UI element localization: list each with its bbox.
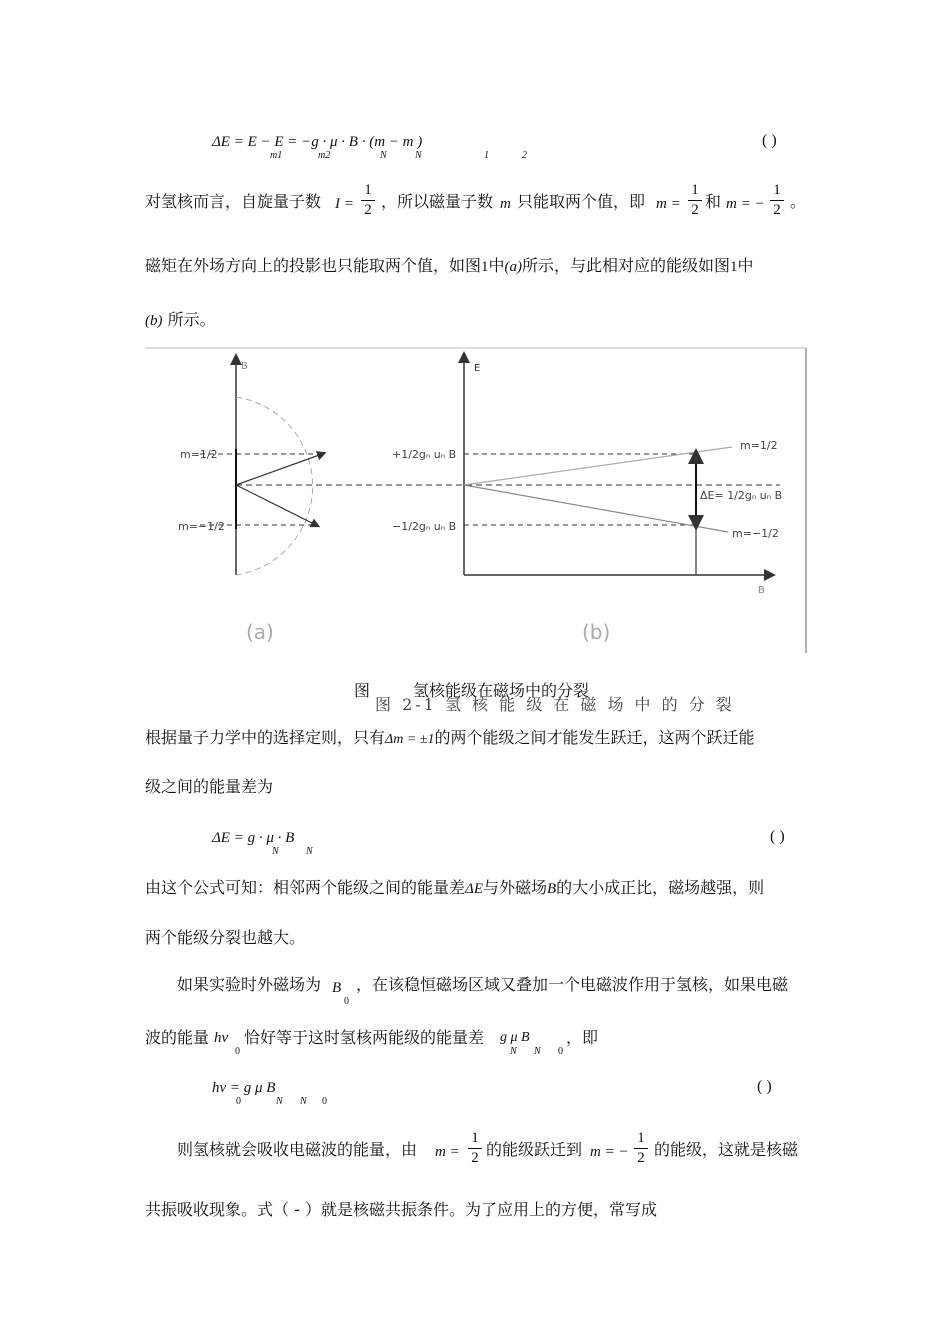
p1-m-eq: m = — [656, 196, 681, 212]
paragraph-9-c: ，即 — [566, 1028, 599, 1047]
eq1-sub-n2: N — [415, 150, 422, 161]
eq1-number: ( ) — [762, 132, 777, 149]
p9-subn2: N — [534, 1046, 541, 1057]
eq1-sub-n1: N — [380, 150, 387, 161]
equation-3: hν = g μ B — [212, 1080, 276, 1096]
p10-half-2: 1 2 — [634, 1130, 648, 1167]
paragraph-10-a: 则氢核就会吸收电磁波的能量，由 — [177, 1140, 418, 1159]
paragraph-8-a: 如果实验时外磁场为 — [177, 975, 322, 994]
a-down-arrow — [236, 485, 316, 525]
b-delta-label: ΔE= 1/2gₙ uₙ B — [700, 489, 783, 502]
eq2-number: ( ) — [770, 828, 785, 845]
p1-m-eq-neg: m = − — [726, 196, 765, 212]
p8-b0: B — [332, 980, 342, 996]
b-up-label: +1/2gₙ uₙ B — [392, 448, 457, 461]
eq1-sub-1: 1 — [484, 150, 489, 161]
caption-title: 氢核能级在磁场中的分裂 — [413, 681, 590, 700]
p1-half-2: 1 2 — [688, 182, 702, 219]
eq3-sub0: 0 — [236, 1096, 241, 1107]
p1-text-d: 和 — [705, 192, 722, 211]
caption-fig: 图 — [354, 681, 371, 700]
p1-i-eq: I = — [335, 196, 354, 212]
paragraph-4: 根据量子力学中的选择定则，只有Δm = ±1的两个能级之间才能发生跃迁，这两个跃迁能 — [145, 728, 755, 747]
a-panel-label: (a) — [246, 620, 274, 644]
b-level-up — [464, 447, 732, 485]
p9-sub0: 0 — [235, 1046, 240, 1057]
eq1-sub-m2: m2 — [318, 150, 331, 161]
eq1-sub-m1: m1 — [270, 150, 283, 161]
p1-text-c: 只能取两个值，即 — [517, 192, 646, 211]
eq1-sub-2: 2 — [522, 150, 527, 161]
p9-subn1: N — [510, 1046, 517, 1057]
paragraph-5: 级之间的能量差为 — [145, 777, 274, 796]
a-semicircle — [236, 397, 313, 575]
b-m-up-label: m=1/2 — [740, 439, 778, 452]
p9-hv: hν — [214, 1030, 229, 1046]
paragraph-9-a: 波的能量 — [145, 1028, 210, 1047]
caption-overlay: 图 2-1 氢 核 能 级 在 磁 场 中 的 分 裂 — [375, 695, 735, 714]
equation-2: ΔE = g · μ · B — [212, 830, 295, 846]
p8-sub0: 0 — [344, 996, 349, 1007]
eq2-sub-n1: N — [272, 846, 279, 857]
paragraph-7: 两个能级分裂也越大。 — [145, 928, 306, 947]
eq3-number: ( ) — [757, 1078, 772, 1095]
p1-half-1: 1 2 — [361, 182, 375, 219]
p1-m: m — [500, 196, 511, 212]
paragraph-11: 共振吸收现象。式（ - ）就是核磁共振条件。为了应用上的方便，常写成 — [145, 1200, 657, 1219]
b-b-axis-label: B — [758, 585, 765, 596]
paragraph-9-b: 恰好等于这时氢核两能级的能量差 — [244, 1028, 485, 1047]
b-m-down-label: m=−1/2 — [732, 527, 779, 540]
a-m-up-label: m=1/2 — [180, 448, 218, 461]
eq3-subn2: N — [300, 1096, 307, 1107]
energy-level-figure — [0, 345, 950, 685]
b-panel-label: (b) — [582, 620, 611, 644]
b-e-axis-label: E — [474, 363, 481, 374]
a-m-down-label: m=−1/2 — [178, 520, 225, 533]
paragraph-10-c: 的能级，这就是核磁 — [654, 1140, 799, 1159]
paragraph-10-b: 的能级跃迁到 — [486, 1140, 583, 1159]
a-axis-label: B — [241, 361, 248, 372]
paragraph-1: 对氢核而言，自旋量子数 — [145, 192, 322, 211]
p1-text-e: 。 — [790, 192, 807, 211]
eq3-sub0b: 0 — [322, 1096, 327, 1107]
p9-sub0b: 0 — [558, 1046, 563, 1057]
eq2-sub-n2: N — [306, 846, 313, 857]
paragraph-6: 由这个公式可知：相邻两个能级之间的能量差ΔE与外磁场B的大小成正比，磁场越强，则 — [145, 878, 765, 897]
b-down-label: −1/2gₙ uₙ B — [392, 520, 457, 533]
equation-1: ΔE = E − E = −g · μ · B · (m − m ) — [212, 134, 423, 150]
p9-g: g μ B — [500, 1030, 530, 1045]
p10-m-eq-neg: m = − — [590, 1144, 629, 1160]
eq3-subn1: N — [276, 1096, 283, 1107]
p1-text-b: ，所以磁量子数 — [381, 192, 494, 211]
p10-m-eq: m = — [435, 1144, 460, 1160]
paragraph-3: (b) 所示。 — [145, 310, 216, 329]
paragraph-2: 磁矩在外场方向上的投影也只能取两个值，如图1中(a)所示，与此相对应的能级如图1中 — [145, 256, 754, 275]
paragraph-8-b: ，在该稳恒磁场区域又叠加一个电磁波作用于氢核，如果电磁 — [356, 975, 789, 994]
p10-half-1: 1 2 — [468, 1130, 482, 1167]
a-up-arrow — [236, 454, 322, 485]
p1-half-3: 1 2 — [770, 182, 784, 219]
